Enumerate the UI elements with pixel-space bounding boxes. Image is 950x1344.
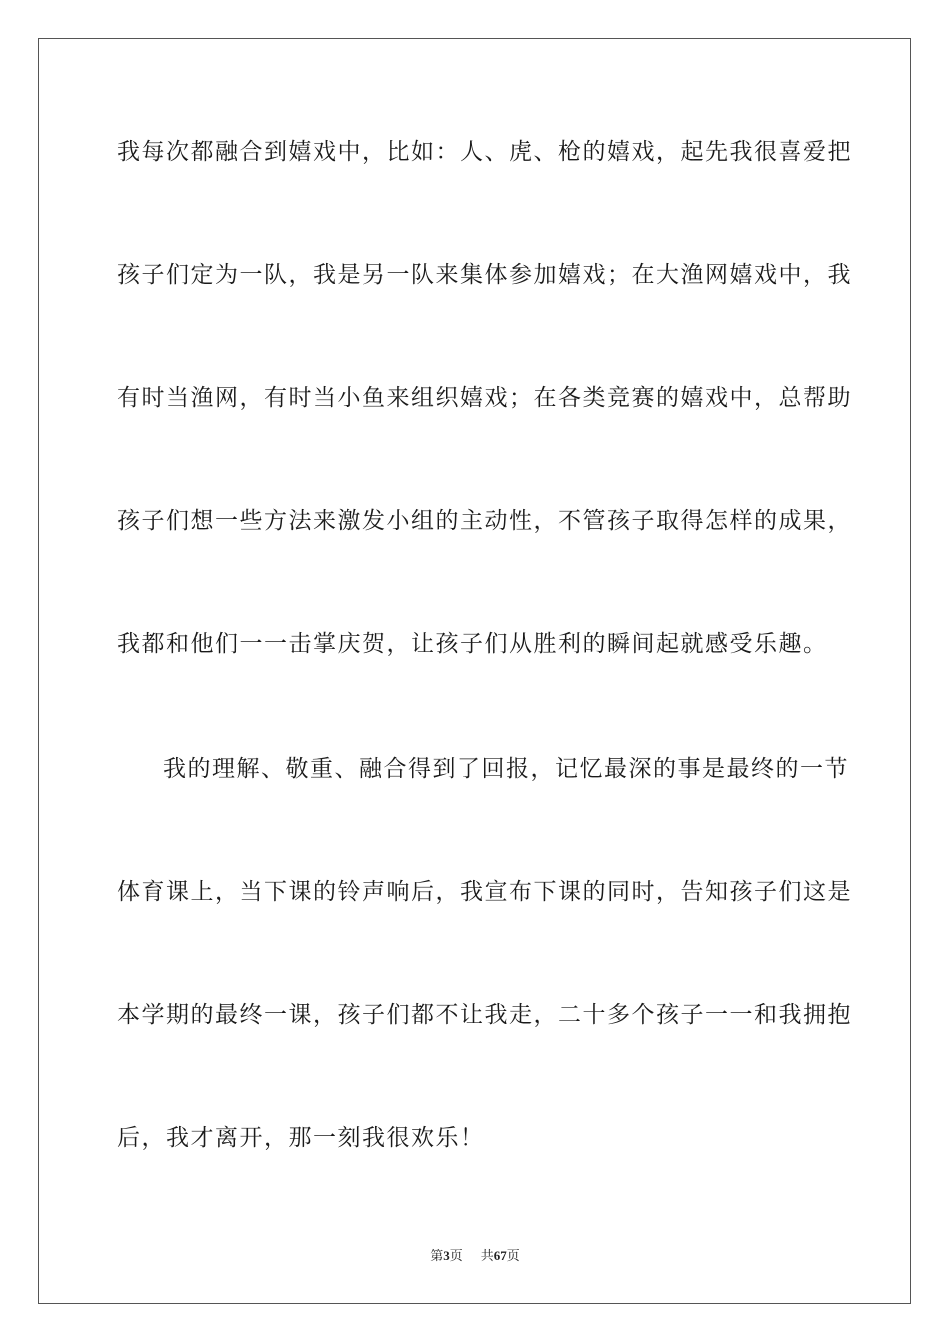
text-line-4: 孩子们想一些方法来激发小组的主动性，不管孩子取得怎样的成果， (117, 508, 852, 534)
total-prefix: 共 (480, 1248, 494, 1263)
page-number: 3 (443, 1248, 450, 1263)
text-line-3: 有时当渔网，有时当小鱼来组织嬉戏；在各类竞赛的嬉戏中，总帮助 (117, 385, 852, 411)
page-footer (0, 1248, 950, 1264)
page-prefix: 第 (430, 1248, 444, 1263)
text-line-7: 体育课上，当下课的铃声响后，我宣布下课的同时，告知孩子们这是 (117, 879, 852, 905)
total-pages: 67 (493, 1248, 507, 1263)
text-line-5: 我都和他们一一击掌庆贺，让孩子们从胜利的瞬间起就感受乐趣。 (117, 631, 828, 657)
page-suffix: 页 (449, 1248, 463, 1263)
text-line-6: 我的理解、敬重、融合得到了回报，记忆最深的事是最终的一节 (163, 756, 849, 782)
text-line-8: 本学期的最终一课，孩子们都不让我走，二十多个孩子一一和我拥抱 (117, 1002, 852, 1028)
text-line-2: 孩子们定为一队，我是另一队来集体参加嬉戏；在大渔网嬉戏中，我 (117, 262, 852, 288)
text-line-1: 我每次都融合到嬉戏中，比如：人、虎、枪的嬉戏，起先我很喜爱把 (117, 139, 852, 165)
text-line-9: 后，我才离开，那一刻我很欢乐！ (117, 1125, 485, 1151)
total-suffix: 页 (506, 1248, 520, 1263)
page-frame (38, 38, 911, 1304)
